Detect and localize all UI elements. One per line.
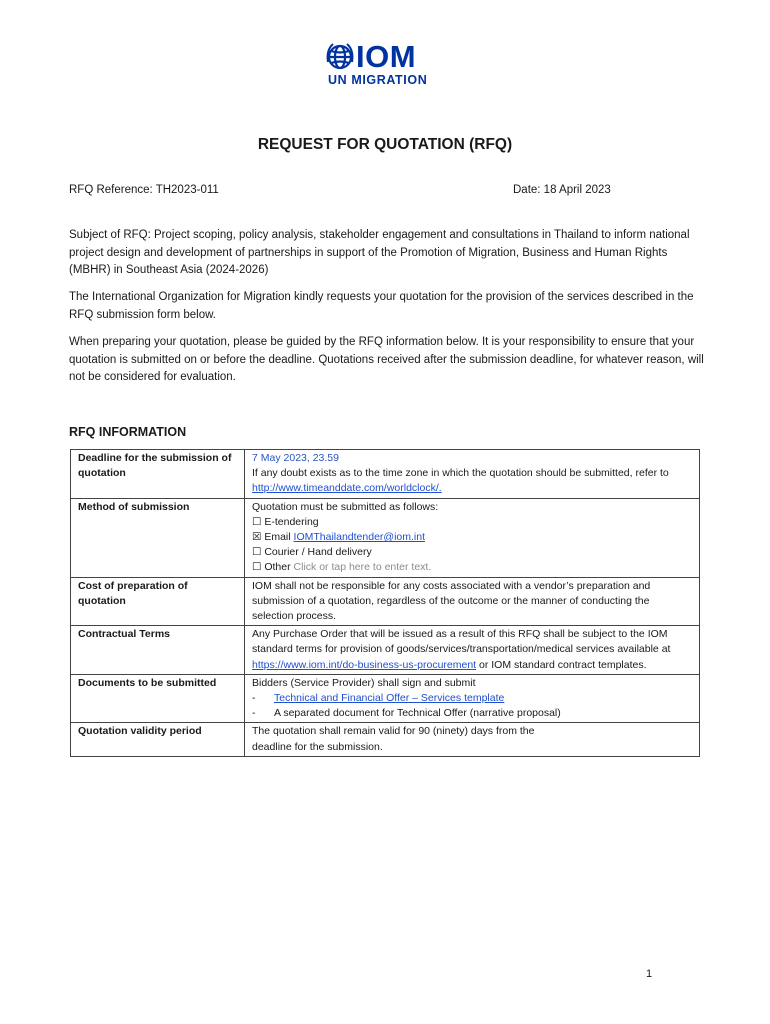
guidance-paragraph: When preparing your quotation, please be guided by the RFQ information below. It is your responsibility to ensure that your quotation is submitted on or before the deadline. Quotations received after the submission deadline, for whatever reason, will not be considered for evaluation. [69, 336, 704, 383]
terms-text: Any Purchase Order that will be issued as a result of this RFQ shall be subject to the IOM standard terms for provision of goods/services/transportation/medical services available at [252, 628, 671, 656]
checkbox-etendering[interactable]: ☐ [252, 515, 262, 528]
cost-label: Cost of preparation of quotation [71, 577, 245, 626]
deadline-value [245, 450, 700, 499]
docs-value [245, 674, 700, 723]
deadline-date: 7 May 2023, 23.59 [252, 452, 339, 464]
table-row [71, 626, 700, 675]
table-row [71, 450, 700, 499]
checkbox-courier[interactable]: ☐ [252, 546, 262, 559]
rfq-reference: RFQ Reference: TH2023-011 [69, 184, 219, 196]
terms-label: Contractual Terms [71, 626, 245, 675]
docs-intro: Bidders (Service Provider) shall sign and submit [252, 676, 476, 689]
method-value [245, 498, 700, 577]
checkbox-other[interactable]: ☐ [252, 561, 262, 574]
table-row [71, 498, 700, 577]
validity-text-end: deadline for the submission. [252, 740, 383, 753]
template-link[interactable]: Technical and Financial Offer – Services template [274, 692, 505, 705]
timeanddate-link[interactable]: http://www.timeanddate.com/worldclock/. [252, 482, 442, 495]
validity-label: Quotation validity period [71, 723, 245, 756]
docs-item-technical: A separated document for Technical Offer (narrative proposal) [274, 707, 561, 720]
validity-value [245, 723, 700, 756]
logo-wordmark: IOM [356, 39, 417, 74]
page-number: 1 [646, 968, 653, 980]
option-courier: Courier / Hand delivery [264, 546, 372, 559]
other-text-field[interactable]: Click or tap here to enter text. [293, 561, 432, 574]
docs-label: Documents to be submitted [71, 674, 245, 723]
procurement-link[interactable]: https://www.iom.int/do-business-us-procurement [252, 658, 477, 671]
option-other: Other [264, 561, 291, 574]
intro-paragraph: The International Organization for Migration kindly requests your quotation for the provision of the services described in the RFQ submission form below. [69, 291, 694, 321]
option-email: Email [264, 531, 291, 544]
list-dash: - [252, 692, 256, 705]
deadline-note: If any doubt exists as to the time zone in which the quotation should be submitted, refer to [252, 467, 669, 480]
table-row [71, 723, 700, 756]
deadline-label: Deadline for the submission of quotation [71, 450, 245, 499]
rfq-info-table [70, 449, 700, 757]
checkbox-email[interactable]: ☒ [252, 531, 262, 544]
email-link[interactable]: IOMThailandtender@iom.int [293, 531, 425, 544]
subject-paragraph: Subject of RFQ: Project scoping, policy analysis, stakeholder engagement and consultations in Thailand to inform national project design and development of partnerships in support of the Promotion of Migration, Business and Human Rights (MBHR) in Southeast Asia (2024-2026) [69, 229, 690, 276]
table-row [71, 577, 700, 626]
logo-subtitle: UN MIGRATION [328, 73, 428, 87]
method-label: Method of submission [71, 498, 245, 577]
rfq-date: Date: 18 April 2023 [513, 184, 611, 196]
list-dash: - [252, 707, 256, 720]
table-row [71, 674, 700, 723]
terms-text-end: or IOM standard contract templates. [479, 658, 647, 671]
section-title: RFQ INFORMATION [69, 425, 187, 439]
option-etendering: E-tendering [264, 515, 319, 528]
method-intro: Quotation must be submitted as follows: [252, 500, 439, 513]
validity-text: The quotation shall remain valid for 90 (ninety) days from the [252, 725, 535, 738]
cost-value: IOM shall not be responsible for any costs associated with a vendor’s preparation and submission of a quotation, regardless of the outcome or the manner of conducting the selection process. [245, 577, 700, 626]
terms-value [245, 626, 700, 675]
page-title: REQUEST FOR QUOTATION (RFQ) [257, 136, 513, 153]
